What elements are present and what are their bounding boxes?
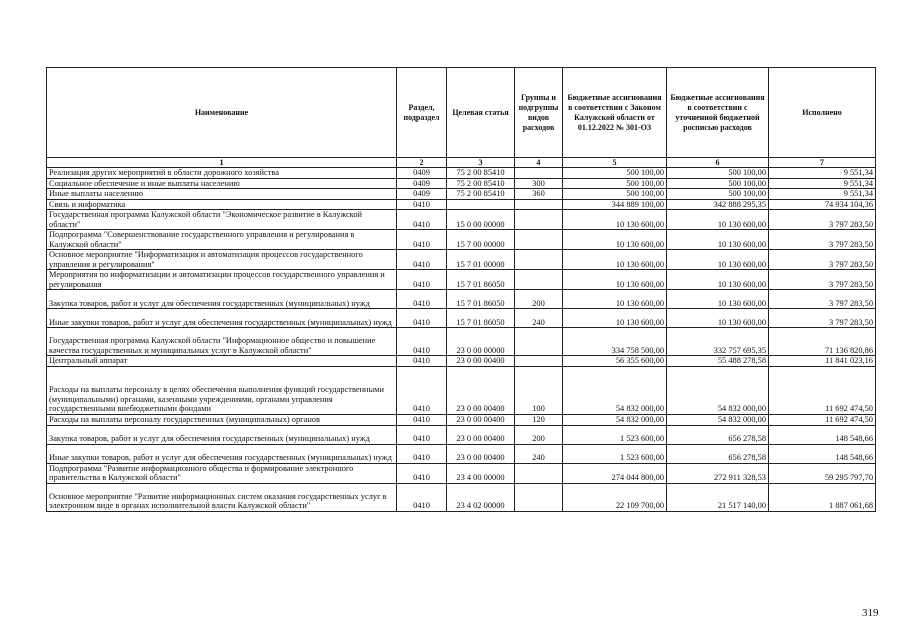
row-name: Государственная программа Калужской области "Информационное общество и повышение качества государственных и муниципальных услуг в Калужской области" — [47, 328, 397, 356]
row-section: 0409 — [397, 168, 447, 179]
row-expense-group — [515, 230, 563, 250]
column-number: 7 — [769, 158, 876, 168]
row-budget-law: 56 355 600,00 — [563, 356, 667, 367]
header-expense-group: Группы и подгруппы видов расходов — [515, 68, 563, 158]
row-target-article: 23 0 00 00400 — [447, 366, 515, 414]
row-expense-group: 360 — [515, 189, 563, 200]
table-row — [47, 483, 876, 511]
row-budget-refined: 21 517 140,00 — [667, 483, 769, 511]
row-target-article: 15 0 00 00000 — [447, 210, 515, 230]
row-budget-law: 22 109 700,00 — [563, 483, 667, 511]
row-target-article: 15 7 01 86050 — [447, 270, 515, 290]
table-row — [47, 414, 876, 425]
row-budget-law: 500 100,00 — [563, 189, 667, 200]
row-budget-law: 344 889 100,00 — [563, 199, 667, 210]
column-number: 3 — [447, 158, 515, 168]
row-executed: 11 692 474,50 — [769, 414, 876, 425]
row-budget-refined: 54 832 000,00 — [667, 414, 769, 425]
column-number: 6 — [667, 158, 769, 168]
row-name: Закупка товаров, работ и услуг для обеспечения государственных (муниципальных) нужд — [47, 290, 397, 309]
row-target-article: 15 7 01 86050 — [447, 309, 515, 328]
row-executed: 59 295 797,70 — [769, 463, 876, 483]
table-row — [47, 366, 876, 414]
row-executed: 9 551,34 — [769, 178, 876, 189]
row-section: 0410 — [397, 414, 447, 425]
row-budget-law: 54 832 000,00 — [563, 414, 667, 425]
row-target-article: 23 0 00 00400 — [447, 356, 515, 367]
row-budget-law: 10 130 600,00 — [563, 290, 667, 309]
header-name: Наименование — [47, 68, 397, 158]
row-budget-law: 10 130 600,00 — [563, 250, 667, 270]
row-budget-refined: 10 130 600,00 — [667, 250, 769, 270]
row-budget-law: 334 758 500,00 — [563, 328, 667, 356]
row-executed: 71 136 820,86 — [769, 328, 876, 356]
row-section: 0410 — [397, 199, 447, 210]
table-row — [47, 425, 876, 444]
row-budget-law: 1 523 600,00 — [563, 444, 667, 463]
row-expense-group: 200 — [515, 425, 563, 444]
row-executed: 74 934 104,36 — [769, 199, 876, 210]
row-executed: 148 548,66 — [769, 444, 876, 463]
row-executed: 3 797 283,50 — [769, 290, 876, 309]
row-expense-group — [515, 270, 563, 290]
row-executed: 9 551,34 — [769, 189, 876, 200]
row-expense-group — [515, 210, 563, 230]
row-budget-law: 10 130 600,00 — [563, 270, 667, 290]
row-section: 0410 — [397, 483, 447, 511]
row-budget-refined: 10 130 600,00 — [667, 210, 769, 230]
row-budget-law: 10 130 600,00 — [563, 309, 667, 328]
row-budget-refined: 10 130 600,00 — [667, 309, 769, 328]
row-budget-refined: 656 278,58 — [667, 444, 769, 463]
row-expense-group: 240 — [515, 444, 563, 463]
row-executed: 11 841 023,16 — [769, 356, 876, 367]
row-budget-refined: 500 100,00 — [667, 189, 769, 200]
row-budget-refined: 500 100,00 — [667, 168, 769, 179]
row-name: Иные закупки товаров, работ и услуг для обеспечения государственных (муниципальных) нужд — [47, 444, 397, 463]
row-expense-group — [515, 463, 563, 483]
row-target-article: 23 0 00 00400 — [447, 414, 515, 425]
table-row — [47, 250, 876, 270]
row-budget-refined: 10 130 600,00 — [667, 290, 769, 309]
row-budget-refined: 54 832 000,00 — [667, 366, 769, 414]
row-budget-law: 10 130 600,00 — [563, 230, 667, 250]
row-name: Мероприятия по информатизации и автоматизации процессов государственного управления и регулирования — [47, 270, 397, 290]
table-row — [47, 230, 876, 250]
column-number: 1 — [47, 158, 397, 168]
row-executed: 11 692 474,50 — [769, 366, 876, 414]
row-budget-law: 10 130 600,00 — [563, 210, 667, 230]
table-row — [47, 199, 876, 210]
row-target-article: 23 4 00 00000 — [447, 463, 515, 483]
column-number: 4 — [515, 158, 563, 168]
row-budget-refined: 272 911 328,53 — [667, 463, 769, 483]
table-row — [47, 356, 876, 367]
row-expense-group: 200 — [515, 290, 563, 309]
row-expense-group: 300 — [515, 178, 563, 189]
table-row — [47, 309, 876, 328]
row-target-article: 15 7 00 00000 — [447, 230, 515, 250]
row-name: Закупка товаров, работ и услуг для обеспечения государственных (муниципальных) нужд — [47, 425, 397, 444]
table-body — [47, 168, 876, 512]
row-budget-refined: 55 488 278,58 — [667, 356, 769, 367]
row-executed: 148 548,66 — [769, 425, 876, 444]
row-name: Подпрограмма "Развитие информационного общества и формирование электронного правительства в Калужской области" — [47, 463, 397, 483]
row-expense-group: 240 — [515, 309, 563, 328]
row-section: 0410 — [397, 210, 447, 230]
table-row — [47, 270, 876, 290]
row-target-article: 23 0 00 00400 — [447, 425, 515, 444]
row-name: Реализация других мероприятий в области дорожного хозяйства — [47, 168, 397, 179]
row-budget-refined: 10 130 600,00 — [667, 270, 769, 290]
row-name: Государственная программа Калужской области "Экономическое развитие в Калужской области" — [47, 210, 397, 230]
row-target-article: 23 4 02 00000 — [447, 483, 515, 511]
row-budget-law: 500 100,00 — [563, 178, 667, 189]
row-section: 0410 — [397, 356, 447, 367]
header-budget-law: Бюджетные ассигнования в соответствии с Законом Калужской области от 01.12.2022 № 301-ОЗ — [563, 68, 667, 158]
row-expense-group — [515, 199, 563, 210]
budget-table — [46, 67, 876, 512]
header-executed: Исполнено — [769, 68, 876, 158]
row-name: Социальное обеспечение и иные выплаты населению — [47, 178, 397, 189]
row-executed: 1 887 061,68 — [769, 483, 876, 511]
table-row — [47, 463, 876, 483]
row-name: Основное мероприятие "Информатизация и автоматизация процессов государственного управления и регулирования" — [47, 250, 397, 270]
column-number: 5 — [563, 158, 667, 168]
row-budget-refined: 332 757 695,35 — [667, 328, 769, 356]
row-target-article — [447, 199, 515, 210]
row-section: 0410 — [397, 290, 447, 309]
column-number: 2 — [397, 158, 447, 168]
column-number-row — [47, 158, 876, 168]
row-target-article: 75 2 00 85410 — [447, 168, 515, 179]
row-expense-group — [515, 483, 563, 511]
header-row — [47, 68, 876, 158]
row-section: 0410 — [397, 366, 447, 414]
row-name: Иные закупки товаров, работ и услуг для обеспечения государственных (муниципальных) нужд — [47, 309, 397, 328]
row-budget-refined: 656 278,58 — [667, 425, 769, 444]
row-target-article: 15 7 01 00000 — [447, 250, 515, 270]
row-budget-refined: 342 888 295,35 — [667, 199, 769, 210]
table-row — [47, 328, 876, 356]
row-name: Иные выплаты населению — [47, 189, 397, 200]
row-executed: 3 797 283,50 — [769, 230, 876, 250]
row-section: 0409 — [397, 178, 447, 189]
row-name: Связь и информатика — [47, 199, 397, 210]
table-row — [47, 210, 876, 230]
row-name: Основное мероприятие "Развитие информационных систем оказания государственных услуг в электронном виде в органах исполнительной власти Калужской области" — [47, 483, 397, 511]
row-name: Подпрограмма "Совершенствование государственного управления и регулирования в Калужской области" — [47, 230, 397, 250]
row-budget-law: 54 832 000,00 — [563, 366, 667, 414]
header-budget-refined: Бюджетные ассигнования в соответствии с уточненной бюджетной росписью расходов — [667, 68, 769, 158]
row-executed: 3 797 283,50 — [769, 270, 876, 290]
row-expense-group — [515, 328, 563, 356]
table-row — [47, 290, 876, 309]
row-expense-group — [515, 356, 563, 367]
row-executed: 3 797 283,50 — [769, 210, 876, 230]
row-executed: 9 551,34 — [769, 168, 876, 179]
row-section: 0410 — [397, 463, 447, 483]
row-target-article: 75 2 00 85410 — [447, 189, 515, 200]
row-target-article: 15 7 01 86050 — [447, 290, 515, 309]
row-section: 0410 — [397, 425, 447, 444]
row-expense-group: 100 — [515, 366, 563, 414]
row-target-article: 23 0 00 00400 — [447, 444, 515, 463]
row-section: 0410 — [397, 270, 447, 290]
row-budget-law: 500 100,00 — [563, 168, 667, 179]
row-budget-refined: 500 100,00 — [667, 178, 769, 189]
row-section: 0410 — [397, 230, 447, 250]
row-budget-refined: 10 130 600,00 — [667, 230, 769, 250]
row-executed: 3 797 283,50 — [769, 250, 876, 270]
row-section: 0410 — [397, 309, 447, 328]
row-section: 0409 — [397, 189, 447, 200]
row-budget-law: 1 523 600,00 — [563, 425, 667, 444]
row-executed: 3 797 283,50 — [769, 309, 876, 328]
row-expense-group — [515, 168, 563, 179]
row-section: 0410 — [397, 250, 447, 270]
row-expense-group — [515, 250, 563, 270]
header-article: Целевая статья — [447, 68, 515, 158]
row-target-article: 75 2 00 85410 — [447, 178, 515, 189]
header-section: Раздел, подраздел — [397, 68, 447, 158]
table-row — [47, 168, 876, 179]
row-section: 0410 — [397, 444, 447, 463]
page-number: 319 — [862, 607, 879, 619]
row-expense-group: 120 — [515, 414, 563, 425]
row-section: 0410 — [397, 328, 447, 356]
table-row — [47, 444, 876, 463]
row-name: Расходы на выплаты персоналу в целях обеспечения выполнения функций государственными (муниципальными) органами, казенными учреждениями, органами управления государственными внебюджетными фондами — [47, 366, 397, 414]
table-row — [47, 189, 876, 200]
row-name: Расходы на выплаты персоналу государственных (муниципальных) органов — [47, 414, 397, 425]
row-target-article: 23 0 00 00000 — [447, 328, 515, 356]
table-row — [47, 178, 876, 189]
row-budget-law: 274 044 800,00 — [563, 463, 667, 483]
row-name: Центральный аппарат — [47, 356, 397, 367]
